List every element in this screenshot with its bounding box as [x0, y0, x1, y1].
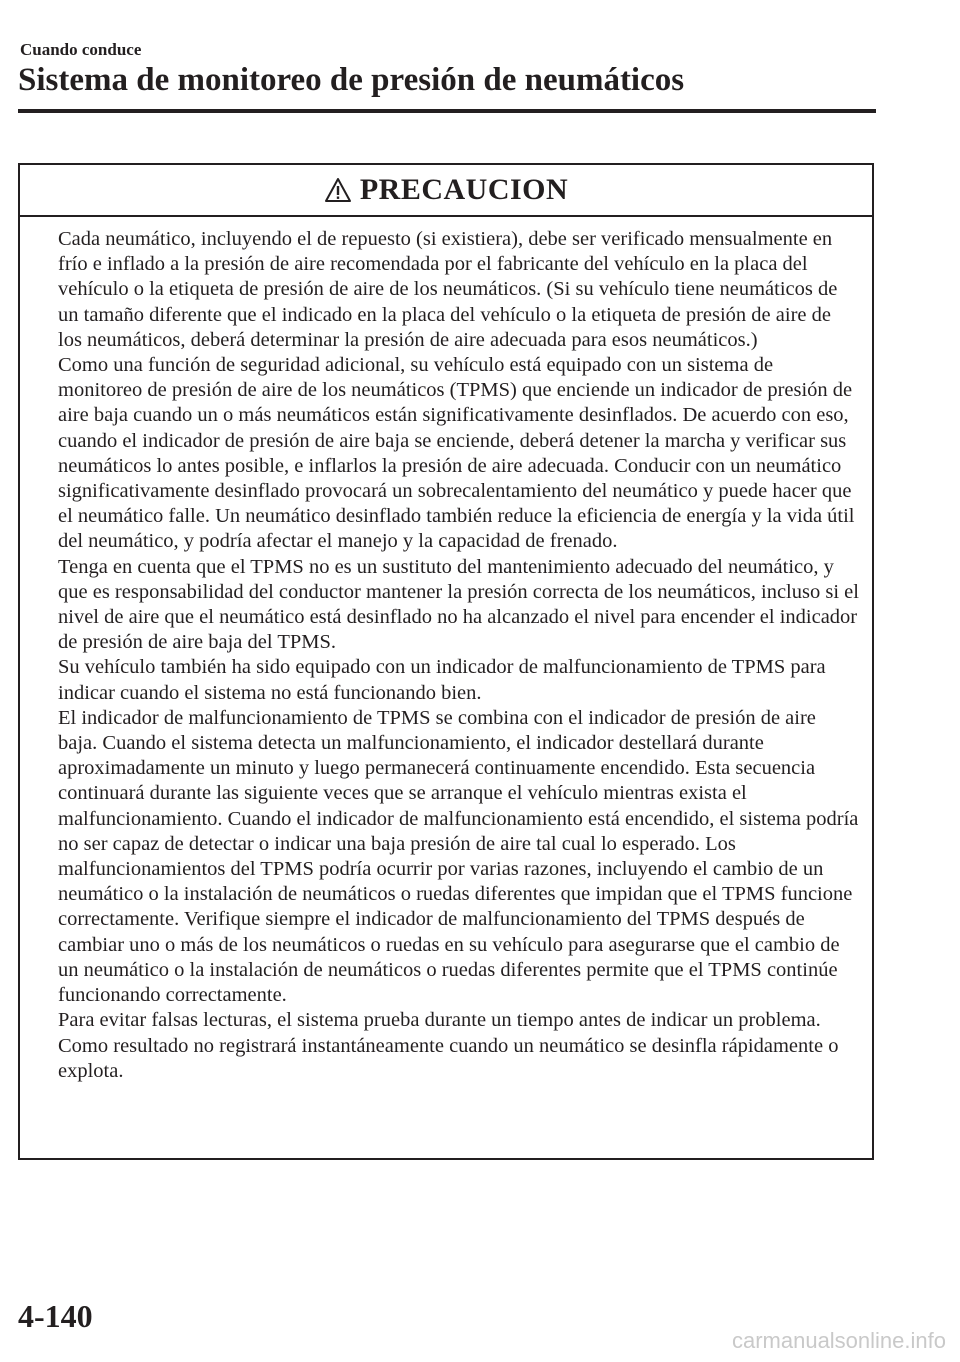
caution-paragraph: Como una función de seguridad adicional, su vehículo está equipado con un sistema de monitoreo de presión de aire de los neumáticos (TPMS) que enciende un indicador de presión de aire baja cuando un o más neumáticos están significativamente desinflados. De acuerdo con eso, cuando el indicador de presión de aire baja se enciende, deberá detener la marcha y verificar sus neumáticos lo antes posible, e inflarlos la presión de aire adecuada. Conducir con un neumático significativamente desinflado provocará un sobrecalentamiento del neumático y puede hacer que el neumático falle. Un neumático desinflado también reduce la eficiencia de energía y la vida útil del neumático, y podría afectar el manejo y la capacidad de frenado. [58, 354, 855, 553]
watermark: carmanualsonline.info [731, 1328, 946, 1353]
warning-triangle-icon [324, 177, 352, 203]
caution-box [18, 163, 874, 1160]
title-divider [18, 109, 876, 113]
caution-body [20, 217, 872, 1084]
caution-paragraph: El indicador de malfuncionamiento de TPMS se combina con el indicador de presión de aire baja. Cuando el sistema detecta un malfuncionamiento, el indicador destellará durante aproximadamente un minuto y luego permanecerá continuamente encendido. Esta secuencia continuará durante las siguiente veces que se arranque el vehículo mientras exista el malfuncionamiento. Cuando el indicador de malfuncionamiento está encendido, el sistema podría no ser capaz de detectar o indicar una baja presión de aire tal cual lo esperado. Los malfuncionamientos del TPMS podría ocurrir por varias razones, incluyendo el cambio de un neumático o la instalación de neumáticos o ruedas diferentes que impidan que el TPMS funcione correctamente. Verifique siempre el indicador de malfuncionamiento del TPMS después de cambiar uno o más de los neumáticos o ruedas en su vehículo para asegurarse que el cambio de un neumático o la instalación de neumáticos o ruedas diferentes permite que el TPMS continúe funcionando correctamente. [58, 706, 859, 1007]
caution-paragraph: Su vehículo también ha sido equipado con un indicador de malfuncionamiento de TPMS para indicar cuando el sistema no está funcionando bien. [58, 656, 826, 704]
section-label: Cuando conduce [20, 40, 142, 59]
page-number: 4-140 [18, 1298, 93, 1334]
caution-title: PRECAUCION [359, 173, 569, 206]
caution-paragraph: Tenga en cuenta que el TPMS no es un sustituto del mantenimiento adecuado del neumático, y que es responsabilidad del conductor mantener la presión correcta de los neumáticos, incluso si el nivel de aire que el neumático está desinflado no ha alcanzado el nivel para encender el indicador de presión de aire baja del TPMS. [58, 555, 859, 654]
caution-paragraph: Cada neumático, incluyendo el de repuesto (si existiera), debe ser verificado mensualmente en frío e inflado a la presión de aire recomendada por el fabricante del vehículo en la placa del vehículo o la etiqueta de presión de aire de los neumáticos. (Si su vehículo tiene neumáticos de un tamaño diferente que el indicado en la placa del vehículo o la etiqueta de presión de aire de los neumáticos, deberá determinar la presión de aire adecuada para esos neumáticos.) [58, 228, 838, 351]
caution-paragraph: Para evitar falsas lecturas, el sistema prueba durante un tiempo antes de indicar un problema. Como resultado no registrará instantáneamente cuando un neumático se desinfla rápidamente o explota. [58, 1009, 839, 1082]
page-title: Sistema de monitoreo de presión de neumáticos [18, 62, 685, 98]
caution-header [20, 165, 872, 217]
